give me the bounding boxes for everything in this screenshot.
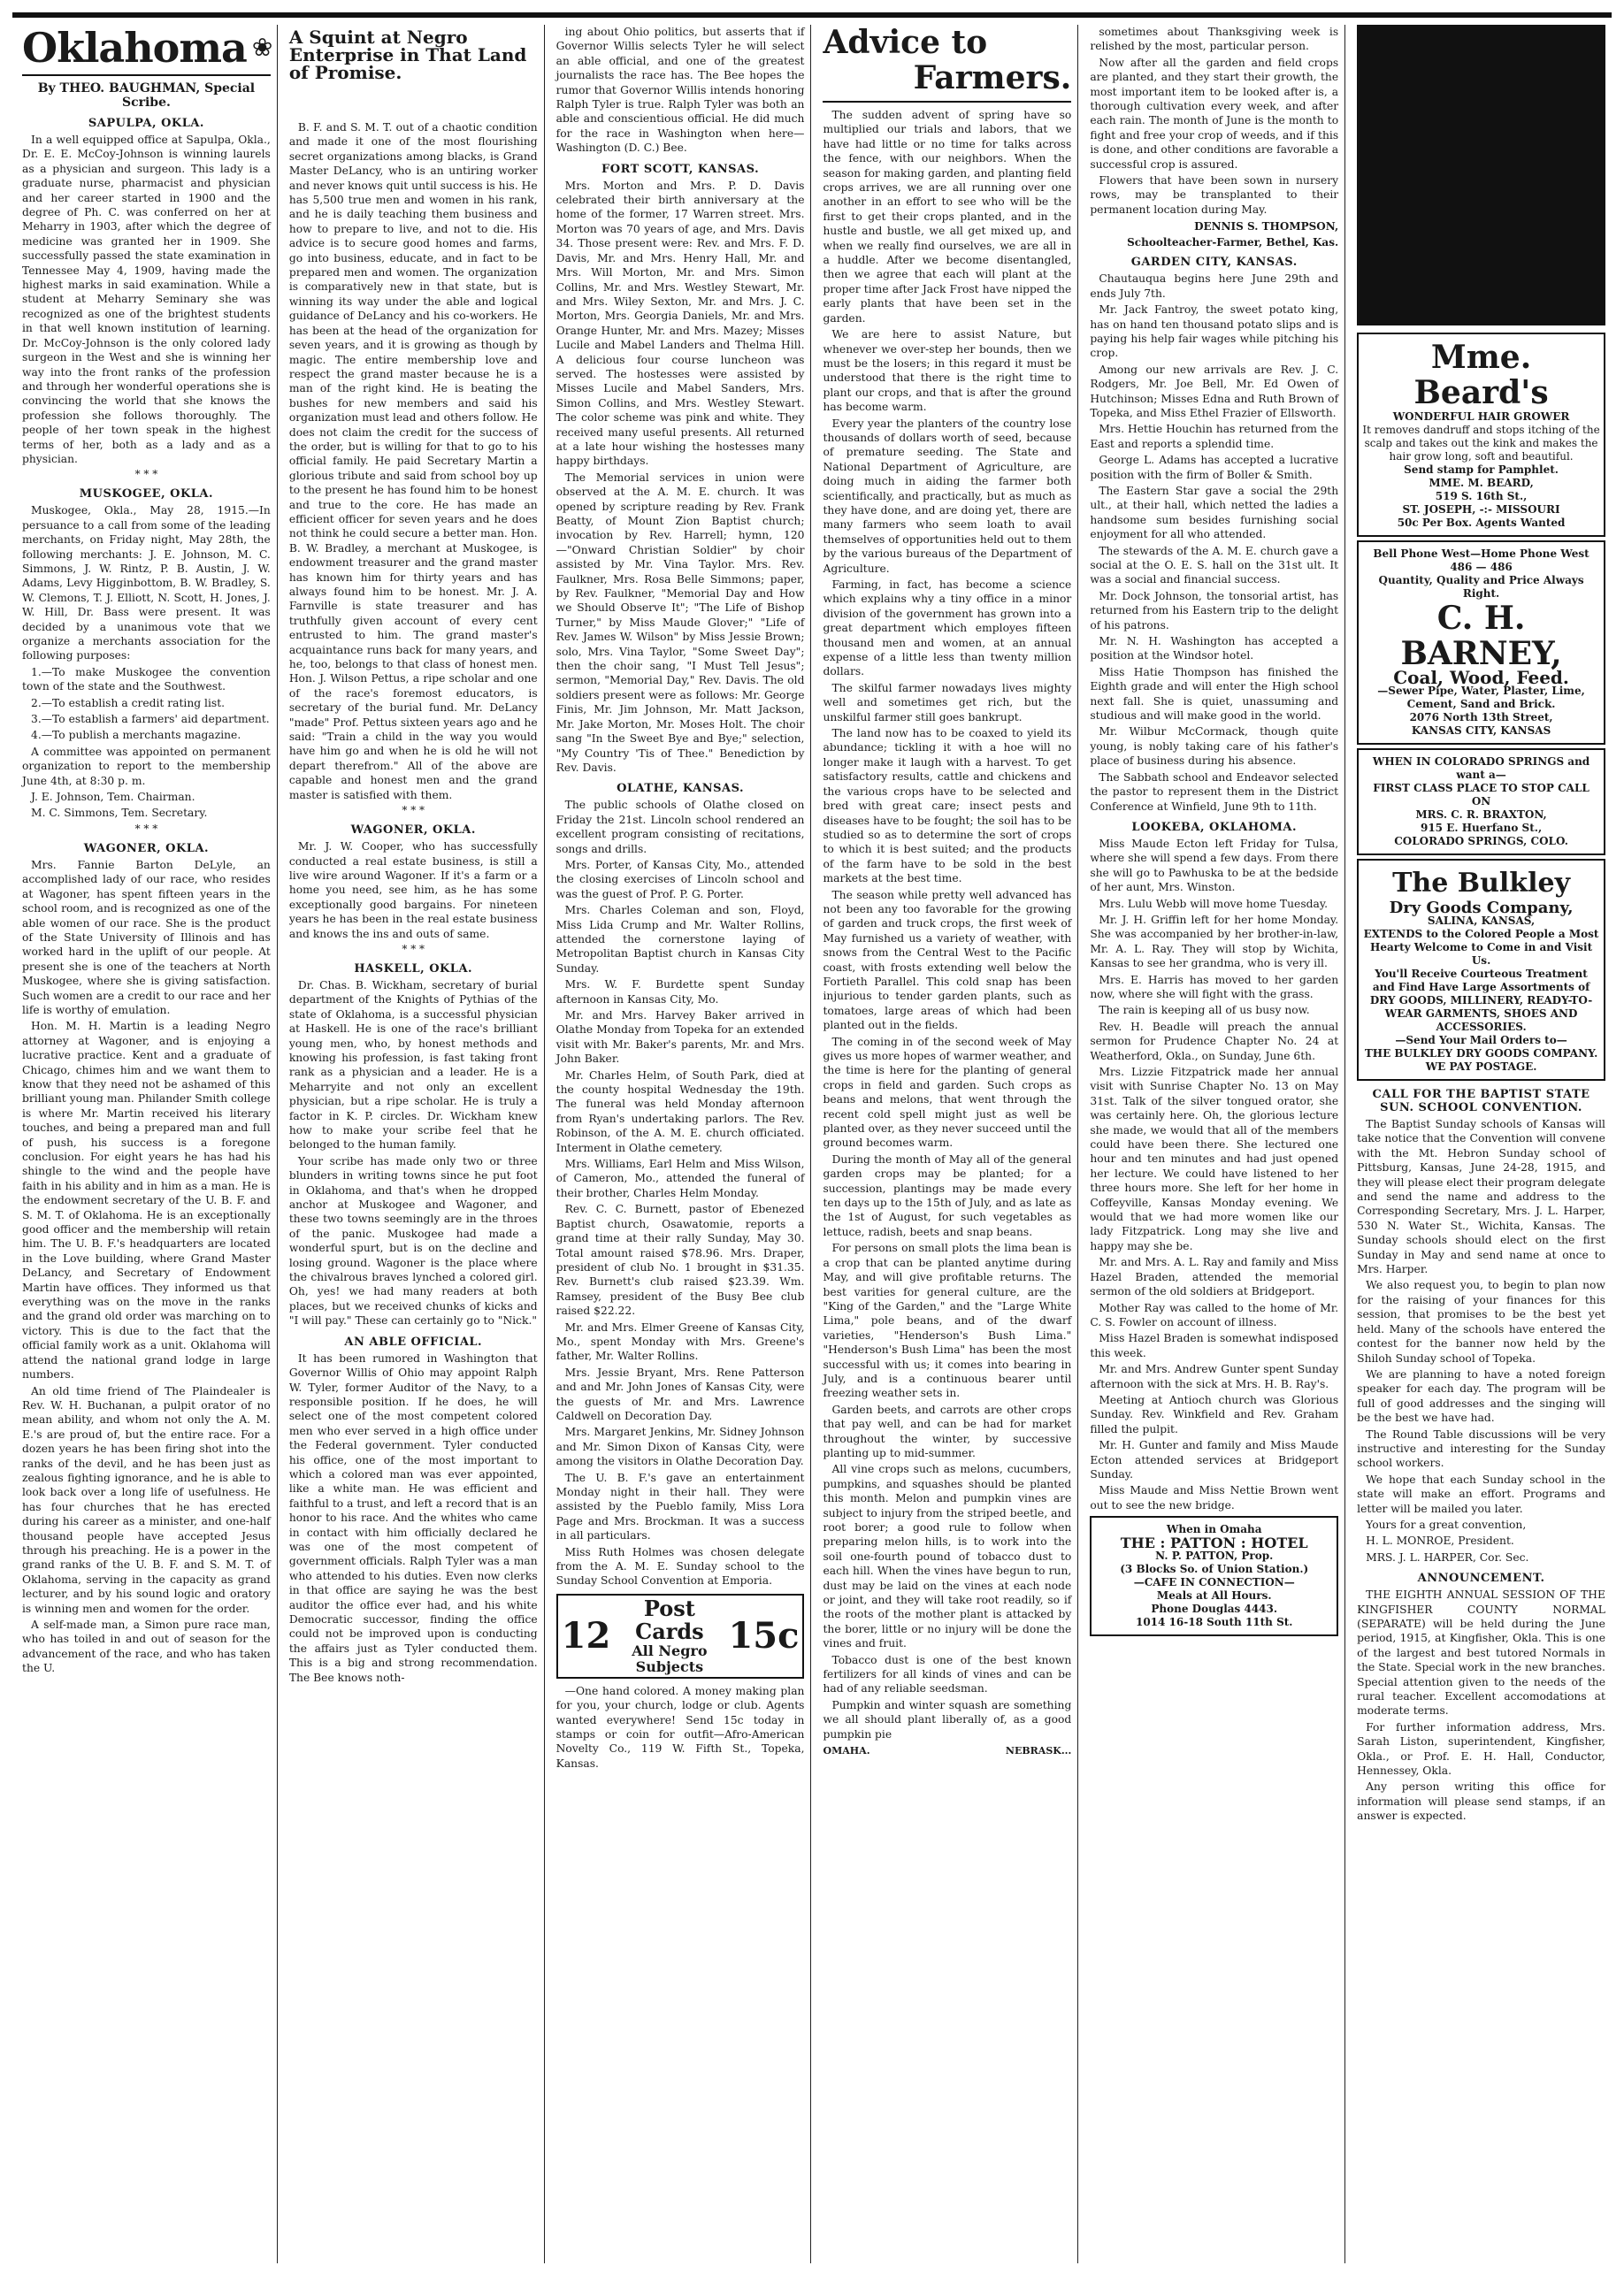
paragraph: A committee was appointed on permanent organization to report to the membership June 4th, at 8:30 p. m. (22, 745, 271, 787)
ad-line: DRY GOODS, MILLINERY, READY-TO-WEAR GARMENTS, SHOES AND ACCESSORIES. (1369, 994, 1593, 1033)
column-2 (285, 25, 545, 2263)
signature: DENNIS S. THOMPSON, (1194, 220, 1339, 233)
paragraph: Among our new arrivals are Rev. J. C. Rodgers, Mr. Joe Bell, Mr. Ed Owen of Hutchinson; Misses Edna and Ruth Brown of Topeka, and Miss Ethel Frazier of Ellsworth. (1090, 363, 1339, 419)
paragraph: Mr. J. W. Cooper, who has successfully conducted a real estate business, is still a live wire around Wagoner. If it's a farm or a home you need, see him, as he has some exceptionally good bargains. For nineteen years he has been in the real estate business and knows the ins and outs of same. (288, 840, 538, 940)
section-heading: FORT SCOTT, KANSAS. (601, 162, 760, 176)
paragraph: Chautauqua begins here June 29th and ends July 7th. (1090, 272, 1339, 300)
paragraph: Mrs. Jessie Bryant, Mrs. Rene Patterson and and Mr. John Jones of Kansas City, were the guests of Mr. and Mrs. Lawrence Caldwell on Decoration Day. (555, 1366, 805, 1422)
ad-line: 519 S. 16th St., (1435, 490, 1528, 502)
barney-ad (1357, 540, 1605, 745)
postcards-ad (556, 1594, 805, 1679)
separator-stars: * * * (134, 468, 158, 481)
paragraph: Mrs. E. Harris has moved to her garden now, where she will fight with the grass. (1090, 973, 1339, 1000)
ad-line: —CAFE IN CONNECTION— (1133, 1576, 1295, 1589)
paragraph: sometimes about Thanksgiving week is relished by the most, particular person. (1090, 26, 1339, 53)
paragraph: Miss Ruth Holmes was chosen delegate from the A. M. E. Sunday school to the Sunday School Convention at Emporia. (555, 1545, 805, 1588)
paragraph: Mrs. Margaret Jenkins, Mr. Sidney Johnson and Mr. Simon Dixon of Kansas City, were among the visitors in Olathe Decoration Day. (555, 1426, 805, 1468)
paragraph: The Sabbath school and Endeavor selected the pastor to represent them in the District Conference at Winfield, June 9th to 11th. (1090, 770, 1339, 813)
separator-stars: * * * (402, 804, 425, 817)
section-heading: OLATHE, KANSAS. (617, 782, 745, 796)
paragraph: Mr. and Mrs. A. L. Ray and family and Miss Hazel Braden, attended the memorial sermon of the old soldiers at Bridgeport. (1090, 1256, 1339, 1298)
paragraph: B. F. and S. M. T. out of a chaotic condition and made it one of the most flourishing secret organizations among blacks, is Grand Master DeLancy, who is an untiring worker and never knows quit until success is his. He has 5,500 true men and women in his rank, and he is daily teaching them business and how to prepare to live, and not to die. His advice is to secure good homes and farms, go into business, educate, and in fact to be prepared men and women. The organization is comparatively new in that state, but is winning its way under the able and logical guidance of DeLancy and his co-workers. He has been at the head of the organization for seven years, and it is growing as though by magic. The entire membership love and respect the grand master because he is a man of the right kind. He is beating the bushes for new members and said his organization must lead and others follow. He does not claim the credit for the success of the order, but is willing for that to go to his official family. He paid Secretary Martin a glorious tribute and said from school boy up to the present he has found him to be honest and true to the core. He has made an efficient officer for seven years and he does not think he could secure a better man. Hon. B. W. Bradley, a merchant at Muskogee, is endowment treasurer and the grand master has known him for thirty years and has always found him to be honest. Mr. J. A. Farnville is state treasurer and has truthfully given account of every cent entrusted to him. The grand master's acquaintance runs back for many years, and he, too, belongs to that class of honest men. Hon. J. Wilson Pettus, a ripe scholar and one of the race's foremost educators, is secretary of the burial fund. Mr. DeLancy "made" Prof. Pettus sixteen years ago and he said: "Train a child in the way you would have him go and when he is old he will not depart therefrom." All of the above are capable and honest men and the grand master is satisfied with them. (288, 121, 538, 801)
paragraph: We hope that each Sunday school in the state will make an effort. Programs and letter will be mailed you later. (1357, 1473, 1605, 1515)
postcards-count: 12 (561, 1614, 611, 1657)
separator-stars: * * * (134, 822, 158, 835)
separator-stars: * * * (402, 942, 425, 955)
ad-line: WHEN IN COLORADO SPRINGS and want a— (1372, 755, 1590, 781)
postcards-title: Post Cards (635, 1595, 704, 1644)
section-heading: AN ABLE OFFICIAL. (344, 1335, 483, 1349)
section-heading: SAPULPA, OKLA. (88, 117, 204, 130)
paragraph: The skilful farmer nowadays lives mighty well and sometimes get rich, but the unskilful farmer still goes bankrupt. (823, 681, 1072, 723)
section-heading: LOOKEBA, OKLAHOMA. (1131, 820, 1298, 834)
columns (18, 25, 1612, 2263)
section-heading: ANNOUNCEMENT. (1417, 1572, 1545, 1586)
paragraph: Tobacco dust is one of the best known fertilizers for all kinds of vines and can be had of any reliable seedsman. (823, 1653, 1072, 1695)
ad-line: N. P. PATTON, Prop. (1155, 1550, 1274, 1563)
paragraph: It has been rumored in Washington that Governor Willis of Ohio may appoint Ralph W. Tyler, former Auditor of the Navy, to a responsible position. If he does, he will select one of the most competent colored men who ever served in a high office under the Federal government. Tyler conducted his office, one of the most important to which a colored man was ever appointed, like a white man. He was efficient and faithful to a trust, and left a record that is an honor to his race. And the whites who came in contact with him officially declared he was one of the most competent of government officials. Ralph Tyler was a man who attended to his duties. Even now clerks in that office are saying he was the best auditor the office ever had, and his white Democratic successor, finding the office could not be improved upon is conducting the affairs just as Tyler conducted them. This is a big and strong recommendation. The Bee knows noth- (288, 1351, 538, 1684)
paragraph: The Eastern Star gave a social the 29th ult., at their hall, which netted the ladies a handsome sum besides furnishing social enjoyment for all who attended. (1090, 484, 1339, 541)
paragraph: Mr. and Mrs. Elmer Greene of Kansas City, Mo., spent Monday with Mrs. Greene's father, Mr. Walter Rollins. (555, 1320, 805, 1363)
headline-farmers: Farmers. (913, 59, 1072, 96)
ad-line: Send stamp for Pamphlet. (1404, 463, 1559, 476)
ad-line: 50c Per Box. Agents Wanted (1397, 517, 1566, 529)
paragraph: Muskogee, Okla., May 28, 1915.—In persuance to a call from some of the leading merchants, on Friday night, May 28th, the following merchants: J. E. Johnson, M. C. Simmons, J. W. Rintz, P. B. Austin, J. W. Adams, Levy Higginbottom, B. W. Bradley, S. W. Clemons, T. J. Elliott, N. Scott, H. Jones, J. W. Hill, Dr. Bass were present. It was decided by a unanimous vote that we organize a merchants association for the following purposes: (22, 504, 271, 662)
ad-line: COLORADO SPRINGS, COLO. (1394, 835, 1568, 847)
paragraph: Mrs. Lulu Webb will move home Tuesday. (1099, 897, 1329, 910)
paragraph: Mrs. W. F. Burdette spent Sunday afternoon in Kansas City, Mo. (555, 978, 805, 1006)
paragraph: All vine crops such as melons, cucumbers, pumpkins, and squashes should be planted this month. Melon and pumpkin vines are subject to injury from the striped beetle, and root borer; a good rule to follow when preparing melon hills, is to work into the soil one-fourth pound of tobacco dust to each hill. When the vines have begun to run, dust may be laid on the vines at each node or joint, and they will take root readily, so if the roots of the mother plant is attacked by the borer, little or no injury will be done the vines and fruit. (823, 1463, 1072, 1650)
postcards-price: 15c (728, 1614, 800, 1657)
paragraph: Your scribe has made only two or three blunders in writing towns since he put foot in Oklahoma, and that's when he dropped anchor at Muskogee and Wagoner, and these two towns seemingly are in the throes of the panic. Muskogee had made a wonderful spurt, but is on the decline and losing ground. Wagoner is the place where the chivalrous braves lynched a colored girl. Oh, yes! we had many readers at both places, but we received chunks of kicks and "I will pay." These can certainly go to "Nick." (288, 1154, 538, 1328)
beard-title: Mme. Beard's (1413, 339, 1549, 411)
ad-line: FIRST CLASS PLACE TO STOP CALL ON (1373, 782, 1590, 808)
paragraph: Any person writing this office for information will please send stamps, if an answer is expected. (1357, 1780, 1605, 1823)
ad-line: ST. JOSEPH, -:- MISSOURI (1402, 503, 1560, 516)
ad-line: MRS. C. R. BRAXTON, (1415, 808, 1547, 821)
paragraph: Meeting at Antioch church was Glorious Sunday. Rev. Winkfield and Rev. Graham filled the pulpit. (1090, 1393, 1339, 1435)
ad-line: EXTENDS to the Colored People a Most Hearty Welcome to Come in and Visit Us. (1363, 928, 1599, 967)
paragraph: For persons on small plots the lima bean is a crop that can be planted anytime during May, and will give profitable returns. The best varities for general culture, are the "King of the Garden," and the "Large White Lima," pole beans, and of the dwarf varieties, "Henderson's Bush Lima." "Henderson's Bush Lima" has been the most successful with us; it comes into bearing in July, and is a continuous bearer until freezing weather sets in. (823, 1242, 1072, 1400)
paragraph: The Baptist Sunday schools of Kansas will take notice that the Convention will convene with the Mt. Hebron Sunday school of Pittsburg, Kansas, June 24-28, 1915, and they will please elect their program delegate and send the name and address to the Corresponding Secretary, Mrs. J. L. Harper, 530 N. Water St., Wichita, Kansas. The Sunday schools should elect on the first Sunday in May and send name at once to Mrs. Harper. (1357, 1118, 1605, 1276)
ad-line: When in Omaha (1166, 1523, 1262, 1536)
paragraph: Mr. and Mrs. Harvey Baker arrived in Olathe Monday from Topeka for an extended visit with Mr. Baker's parents, Mr. and Mrs. John Baker. (555, 1009, 805, 1066)
paragraph: 1.—To make Muskogee the convention town of the state and the Southwest. (22, 665, 271, 693)
paragraph: An old time friend of The Plaindealer is Rev. W. H. Buchanan, a pulpit orator of no mean ability, and whom not only the A. M. E.'s are proud of, but the entire race. For a dozen years he has been firing shot into the ranks of the devil, and he has been just as zealous fighting ignorance, and he is able to look back over a long life of usefulness. He has four churches that he has erected during his career as a minister, and one-half thousand people have accepted Jesus through his preaching. He is a power in the grand ranks of the U. B. F. and S. M. T. of Oklahoma, serving in the capacity as grand lecturer, and by his sound logic and oratory is winning men and women for the order. (22, 1384, 271, 1615)
paragraph: Mr. Jack Fantroy, the sweet potato king, has on hand ten thousand potato slips and is paying his help fair wages while pitching his crop. (1090, 303, 1339, 360)
paragraph: 4.—To publish a merchants magazine. (31, 729, 241, 742)
top-rule (12, 12, 1612, 18)
ad-line: SALINA, KANSAS, (1427, 915, 1536, 927)
section-heading: GARDEN CITY, KANSAS. (1130, 256, 1298, 270)
ad-text: It removes dandruff and stops itching of the scalp and takes out the kink and makes the hair grow long, soft and beautiful. (1362, 424, 1600, 463)
paragraph: The rain is keeping all of us busy now. (1099, 1004, 1310, 1017)
paragraph: Every year the planters of the country lose thousands of dollars worth of seed, because of premature seeding. The State and National Department of Agriculture, are doing much in aiding the farmer both scientifically, and practically, but as much as they have done, and are doing yet, there are many farmers who seem loath to avail themselves of opportunities held out to them by the various bureaus of the Department of Agriculture. (823, 417, 1072, 575)
paragraph: Dr. Chas. B. Wickham, secretary of burial department of the Knights of Pythias of the state of Oklahoma, is a successful physician at Haskell. He is one of the race's brilliant young men, who, by honest methods and knowing his profession, is fast taking front rank as a physician and a leader. He is a Meharryite and not only an excellent physician, but a ripe scholar. He is truly a factor in K. P. circles. Dr. Wickham knew how to make your scribe feel that he belonged to the human family. (288, 978, 538, 1152)
paragraph: The public schools of Olathe closed on Friday the 21st. Lincoln school rendered an excellent program consisting of recitations, songs and drills. (555, 799, 805, 855)
paragraph: M. C. Simmons, Tem. Secretary. (31, 807, 208, 820)
paragraph: Mr. J. H. Griffin left for her home Monday. She was accompanied by her brother-in-law, Mr. A. L. Ray. They will stop by Wichita, Kansas to see her grandma, who is very ill. (1090, 913, 1339, 970)
paragraph: The Memorial services in union were observed at the A. M. E. church. It was opened by scripture reading by Rev. Frank Beatty, of Mount Zion Baptist church; invocation by Rev. Harrell; hymn, 120—"Onward Christian Soldier" by choir assisted by Mr. Vina Taylor. Mrs. Rev. Faulkner, Mrs. Rosa Belle Simmons; paper, by Rev. Faulkner, "Memorial Day and How we Should Observe It"; "The Life of Bishop Turner," by Miss Maude Glover;" "Life of Rev. James W. Wilson" by Miss Jessie Brown; solo, Mrs. Vina Taylor, "Some Sweet Day"; then the choir sang, "I Must Tell Jesus"; sermon, "Memorial Day," Rev. Davis. The old soldiers present were as follows: Mr. George Finis, Mr. Jim Johnson, Mr. Matt Jackson, Mr. Jake Morton, Mr. Moses Holt. The choir sang "In the Sweet Bye and Bye;" selection, "My Country 'Tis of Thee." Benediction by Rev. Davis. (555, 471, 805, 774)
column-5 (1085, 25, 1345, 2263)
paragraph: The U. B. F.'s gave an entertainment Monday night in their hall. They were assisted by the Pueblo family, Miss Lora Page and Mrs. Brockman. It was a success in all particulars. (555, 1471, 805, 1542)
paragraph: Flowers that have been sown in nursery rows, may be transplanted to their permanent location during May. (1090, 174, 1339, 216)
paragraph: The Round Table discussions will be very instructive and interesting for the Sunday school workers. (1357, 1428, 1605, 1470)
paragraph: Miss Maude and Miss Nettie Brown went out to see the new bridge. (1090, 1484, 1339, 1512)
ad-title: THE : PATTON : HOTEL (1120, 1535, 1308, 1552)
paragraph: In a well equipped office at Sapulpa, Okla., Dr. E. E. McCoy-Johnson is winning laurels as a physician and surgeon. This lady is a graduate nurse, pharmacist and physician and her career started in 1900 and the degree of Ph. C. was conferred on her at Meharry in 1903, after which the degree of medicine was granted her in 1909. She successfully passed the state examination in Tennessee May 4, 1909, having made the highest marks in said examination. While a student at Meharry Seminary she was recognized as one of the brightest students in that well known institution of learning. Dr. McCoy-Johnson is the only colored lady surgeon in the West and she is winning her way into the front ranks of the profession and through her wonderful operations she is convincing the world that she knows the profession she follows thoroughly. The people of her town speak in the highest terms of her, both as a lady and as a physician. (22, 134, 271, 465)
paragraph: J. E. Johnson, Tem. Chairman. (31, 791, 195, 804)
masthead-title: Oklahoma (22, 25, 247, 72)
paragraph: A self-made man, a Simon pure race man, who has toiled in and out of season for the advancement of the race, and who has taken the U. (22, 1619, 271, 1675)
beard-ad (1357, 333, 1605, 537)
paragraph: Farming, in fact, has become a science which explains why a tiny office in a minor division of the government has grown into a great department which employes fifteen thousand men and women, at an annual expense of a little less than twenty million dollars. (823, 578, 1072, 678)
ad-line: —Sewer Pipe, Water, Plaster, Lime, Cement, Sand and Brick. (1377, 685, 1585, 710)
paragraph: Miss Hazel Braden is somewhat indisposed this week. (1090, 1332, 1339, 1359)
masthead (22, 25, 271, 76)
paragraph: Pumpkin and winter squash are something we all should plant liberally of, as a good pumpkin pie (823, 1698, 1072, 1741)
barney-name: C. H. BARNEY, (1400, 600, 1562, 672)
paragraph: MRS. J. L. HARPER, Cor. Sec. (1366, 1550, 1529, 1564)
section-heading: CALL FOR THE BAPTIST STATE SUN. SCHOOL CONVENTION. (1372, 1088, 1590, 1114)
headline-advice: Advice to (823, 25, 988, 61)
paragraph: THE EIGHTH ANNUAL SESSION OF THE KINGFISHER COUNTY NORMAL (SEPARATE) will be held during the June period, 1915, at Kingfisher, Okla. This is one of the largest and best tutored Normals in the State. Special work in the new branches. Special attention given to the needs of the rural teacher. Excellent accomodations at moderate terms. (1357, 1588, 1605, 1718)
blackened-image (1357, 25, 1605, 325)
section-heading: MUSKOGEE, OKLA. (79, 487, 214, 501)
paragraph: Mrs. Charles Coleman and son, Floyd, Miss Lida Crump and Mr. Walter Rollins, attended the cornerstone laying of Metropolitan Baptist church in Kansas City Sunday. (555, 904, 805, 975)
footer-right: NEBRASK... (1005, 1745, 1072, 1757)
paragraph: Mother Ray was called to the home of Mr. C. S. Fowler on account of illness. (1090, 1301, 1339, 1328)
paragraph: The coming in of the second week of May gives us more hopes of warmer weather, and the time is here for the planting of general crops in field and garden. Such crops as beans and melons, that went through the recent cold spell might just as well be planted over, as they never succeed until the ground becomes warm. (823, 1035, 1072, 1150)
paragraph: Mr. Charles Helm, of South Park, died at the county hospital Wednesday the 19th. The funeral was held Monday afternoon from Ryan's undertaking parlors. The Rev. Robinson, of the A. M. E. church officiated. Interment in Olathe cemetery. (555, 1068, 805, 1154)
section-heading: WAGONER, OKLA. (83, 841, 210, 855)
ad-line: Meals at All Hours. (1156, 1589, 1272, 1603)
paragraph: ing about Ohio politics, but asserts that if Governor Willis selects Tyler he will select an able official, and one of the greatest journalists the race has. The Bee hopes the rumor that Governor Willis intends honoring Ralph Tyler is true. Ralph Tyler was both an able and conscientious official. He did much for the race in Washington when here—Washington (D. C.) Bee. (555, 26, 805, 155)
patton-hotel-ad (1090, 1516, 1338, 1636)
paragraph: George L. Adams has accepted a lucrative position with the firm of Boller & Smith. (1090, 454, 1339, 481)
paragraph: Now after all the garden and field crops are planted, and they start their growth, the most important item to be looked after is, a thorough cultivation every week, and after each rain. The month of June is the month to fight and free your crop of weeds, and if this is done, and other conditions are favorable a successful crop is assured. (1090, 56, 1339, 171)
paragraph: Mr. Wilbur McCormack, though quite young, is nobly taking care of his father's place of business during his absence. (1090, 725, 1339, 768)
byline: By THEO. BAUGHMAN, Special Scribe. (37, 81, 256, 110)
paragraph: The season while pretty well advanced has not been any too favorable for the growing of garden and truck crops, the first week of May furnished us a variety of weather, with snows from the Central West to the Pacific coast, with frosts extending well below the Fortieth Parallel. This cold snap has been injurious to tender garden plants, such as tomatoes, large areas of which had been planted out in the fields. (823, 888, 1072, 1032)
postcards-subtitle: All Negro Subjects (632, 1642, 708, 1675)
ad-line: Bell Phone West—Home Phone West 486 — 486 (1373, 547, 1590, 573)
paragraph: Mr. N. H. Washington has accepted a position at the Windsor hotel. (1090, 635, 1339, 662)
paragraph: 2.—To establish a credit rating list. (31, 696, 226, 709)
paragraph: We also request you, to begin to plan now for the raising of your finances for this session, that promises to be the best yet held. Many of the schools have entered the contest for the banner now held by the Shiloh Sunday school of Topeka. (1357, 1279, 1605, 1365)
leaf-icon: ❀ (251, 33, 273, 62)
paragraph: 3.—To establish a farmers' aid department. (31, 713, 270, 726)
ad-line: KANSAS CITY, KANSAS (1411, 724, 1551, 737)
masthead-subtitle: A Squint at Negro Enterprise in That Land of Promise. (288, 27, 527, 83)
braxton-ad (1357, 748, 1605, 855)
paragraph: Garden beets, and carrots are other crops that pay well, and can be had for market throughout the winter, by successive planting up to mid-summer. (823, 1403, 1072, 1459)
column-6 (1352, 25, 1612, 2263)
ad-line: Quantity, Quality and Price Always Right. (1378, 574, 1584, 600)
paragraph: Mrs. Morton and Mrs. P. D. Davis celebrated their birth anniversary at the home of the former, 17 Warren street. Mrs. Morton was 70 years of age, and Mrs. Davis 34. Those present were: Rev. and Mrs. F. D. Davis, Mr. and Mrs. Henry Hall, Mr. and Mrs. Will Morton, Mr. and Mrs. Simon Collins, Mr. and Mrs. Westley Stewart, Mr. and Mrs. Wiley Sexton, Mr. and Mrs. J. C. Morton, Mrs. Georgia Daniels, Mr. and Mrs. Orange Hunter, Mr. and Mrs. Mazey; Misses Lucile and Mabel Landers and Thelma Hill. A delicious four course luncheon was served. The hostesses were assisted by Misses Lucile and Mabel Sanders, Mrs. Simon Collins, and Mrs. Westley Stewart. The color scheme was pink and white. They received many useful presents. All returned at a late hour wishing the hostesses many happy birthdays. (555, 179, 805, 468)
ad-line: MME. M. BEARD, (1429, 477, 1534, 489)
bulkley-name: The Bulkley (1392, 868, 1571, 899)
paragraph: We are here to assist Nature, but whenever we over-step her bounds, then we must be the losers; in this regard it must be understood that there is the right time to plant our crops, and that is after the ground has become warm. (823, 328, 1072, 414)
column-4 (818, 25, 1078, 2263)
footer-left: OMAHA. (823, 1745, 870, 1757)
page-footer (823, 1745, 1071, 1757)
column-3 (552, 25, 812, 2263)
ad-line: Dry Goods Company, (1389, 899, 1574, 917)
paragraph: Miss Maude Ecton left Friday for Tulsa, where she will spend a few days. From there she will go to Pawhuska to be at the bedside of her aunt, Mrs. Winston. (1090, 837, 1339, 894)
paragraph: The sudden advent of spring have so multiplied our trials and labors, that we have had little or no time for talks across the fence, with our neighbors. When the season for making garden, and planting field crops arrives, we are all running over one another in an effort to see who will be the first to get their crops planted, and in the hustle and bustle, we all get mixed up, and when we really find ourselves, we are all in a huddle. After we become disentangled, then we agree that each will plant at the proper time after Jack Frost have nipped the early plants that have been set in the garden. (823, 109, 1072, 325)
paragraph: The land now has to be coaxed to yield its abundance; tickling it with a hoe will no longer make it laugh with a harvest. To get satisfactory results, cattle and chickens and the various crops have to be selected and bred with great care; insect pests and diseases have to be fought; the soil has to be studied so as to determine the sort of crops to which it is best suited; and the products of the farm have to be sold in the best markets at the best time. (823, 727, 1072, 885)
ad-line: —Send Your Mail Orders to— (1395, 1034, 1567, 1046)
column-1 (18, 25, 278, 2263)
paragraph: Rev. C. C. Burnett, pastor of Ebenezed Baptist church, Osawatomie, reports a grand time at their rally Sunday, May 30. Total amount raised $78.96. Mrs. Draper, president of club No. 1 brought in $31.35. Rev. Burnett's club raised $23.39. Wm. Ramsey, president of the Busy Bee club raised $22.22. (555, 1203, 805, 1318)
ad-line: 915 E. Huerfano St., (1420, 822, 1543, 834)
ad-line: Phone Douglas 4443. (1151, 1603, 1278, 1616)
paragraph: Mrs. Lizzie Fitzpatrick made her annual visit with Sunrise Chapter No. 13 on May 31st. Talk of the silver tongued orator, she was certainly here. Oh, the glorious lecture she made, we would that all of the members could have been there. She lectured one hour and ten minutes and had just opened her lecture. We could have listened to her three hours more. She left for her home in Coffeyville, Kansas Monday evening. We would that we had more women like our lady Fitzpatrick. Long may she live and happy may she be. (1090, 1066, 1339, 1252)
section-heading: WAGONER, OKLA. (350, 823, 476, 838)
divider (823, 101, 1071, 103)
ad-line: 2076 North 13th Street, (1409, 711, 1553, 723)
paragraph: We are planning to have a noted foreign speaker for each day. The program will be full of good addresses and the singing will be the best we have had. (1357, 1367, 1605, 1425)
paragraph: During the month of May all of the general garden crops may be planted; for a succession, plantings may be made every ten days up to the 15th of July, and as late as the 1st of August, for such vegetables as lettuce, radish, beets and snap beans. (823, 1152, 1072, 1238)
paragraph: Mr. H. Gunter and family and Miss Maude Ecton attended services at Bridgeport Sunday. (1090, 1439, 1339, 1481)
paragraph: Mrs. Williams, Earl Helm and Miss Wilson, of Cameron, Mo., attended the funeral of their brother, Charles Helm Monday. (555, 1158, 805, 1199)
ad-line: You'll Receive Courteous Treatment and Find Have Large Assortments of (1372, 968, 1590, 993)
paragraph: For further information address, Mrs. Sarah Liston, superintendent, Kingfisher, Okla., or Prof. E. H. Hall, Conductor, Hennessey, Okla. (1357, 1720, 1605, 1778)
ad-line: (3 Blocks So. of Union Station.) (1120, 1563, 1309, 1576)
paragraph: The stewards of the A. M. E. church gave a social at the O. E. S. hall on the 31st ult. It was a social and financial success. (1090, 544, 1339, 586)
paragraph: Mr. and Mrs. Andrew Gunter spent Sunday afternoon with the sick at Mrs. H. B. Ray's. (1090, 1363, 1339, 1390)
ad-line: Coal, Wood, Feed. (1393, 667, 1569, 688)
paragraph: Yours for a great convention, (1366, 1518, 1527, 1531)
paragraph: Mrs. Hettie Houchin has returned from the East and reports a splendid time. (1090, 423, 1339, 450)
bulkley-ad (1357, 859, 1605, 1081)
signature-title: Schoolteacher-Farmer, Bethel, Kas. (1127, 236, 1339, 249)
paragraph: Rev. H. Beadle will preach the annual sermon for Prudence Chapter No. 24 at Weatherford, Okla., on Sunday, June 6th. (1090, 1020, 1339, 1062)
paragraph: Mr. Dock Johnson, the tonsorial artist, has returned from his Eastern trip to the delight of his patrons. (1090, 589, 1339, 631)
paragraph: Hon. M. H. Martin is a leading Negro attorney at Wagoner, and is enjoying a lucrative practice. Kent and a graduate of Chicago, chimes him and we want them to know that they need not be ashamed of this brilliant young man. Philander Smith college is where Mr. Martin received his literary touches, and being a prepared man and full of push, his success is a foregone conclusion. For eight years he has had his shingle to the wind and the people have faith in his ability and in him as a man. He is the endowment secretary of the U. B. F. and S. M. T. of Oklahoma. He is an exceptionally good officer and the membership will retain him. The U. B. F.'s headquarters are located in the Love building, where Grand Master DeLancy, and Secretary of Endowment Martin have offices. They informed us that everything was on the move in the ranks and the grand old order was marching on to victory. This is due to the fact that the official family work as a unit. Oklahoma will attend the national grand lodge in large numbers. (22, 1020, 271, 1382)
paragraph: H. L. MONROE, President. (1366, 1535, 1514, 1548)
ad-line: THE BULKLEY DRY GOODS COMPANY. (1364, 1047, 1598, 1060)
paragraph: Mrs. Fannie Barton DeLyle, an accomplished lady of our race, who resides at Wagoner, has spent fifteen years in the school room, and is recognized as one of the able women of our race. She is the product of the State University of Illinois and has worked hard in the uplift of our people. At present she is one of the teachers at North Muskogee, where she is giving satisfaction. Such women are a credit to our race and her life is worthy of emulation. (22, 858, 271, 1016)
paragraph: Miss Hatie Thompson has finished the Eighth grade and will enter the High school next fall. She is quiet, unassuming and studious and will make good in the world. (1090, 665, 1339, 723)
ad-line: 1014 16-18 South 11th St. (1135, 1616, 1293, 1629)
ad-line: WONDERFUL HAIR GROWER (1392, 410, 1570, 423)
paragraph: Mrs. Porter, of Kansas City, Mo., attended the closing exercises of Lincoln school and was the guest of Prof. P. G. Porter. (555, 858, 805, 900)
section-heading: HASKELL, OKLA. (354, 961, 473, 976)
ad-line: WE PAY POSTAGE. (1425, 1060, 1537, 1073)
paragraph: —One hand colored. A money making plan for you, your church, lodge or club. Agents wanted everywhere! Send 15c today in stamps or coin for outfit—Afro-American Novelty Co., 119 W. Fifth St., Topeka, Kansas. (555, 1684, 805, 1770)
